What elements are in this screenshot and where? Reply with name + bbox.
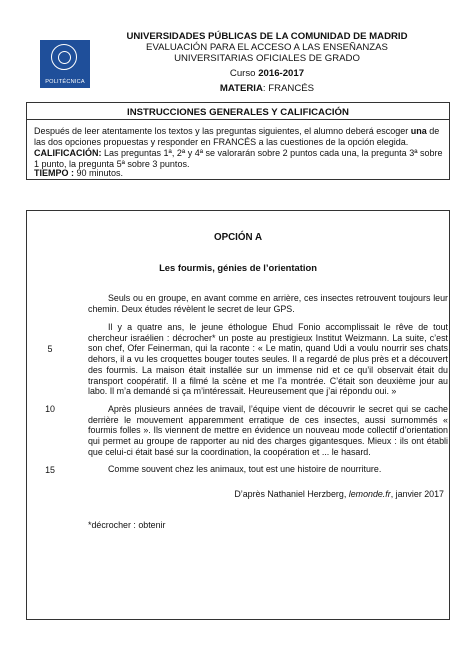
time-text: 90 minutos.	[74, 168, 124, 178]
grading-text: Las preguntas 1ª, 2ª y 4ª se valorarán sobre 2 puntos cada una, la pregunta 3ª sobre 1 punto, la pregunta 5ª sobre 3 puntos.	[34, 148, 443, 169]
subject-line	[100, 83, 434, 94]
header-line-2: EVALUACIÓN PARA EL ACCESO A LAS ENSEÑANZAS	[146, 42, 388, 53]
credit-author: D’après Nathaniel Herzberg,	[234, 489, 349, 499]
header-line-3: UNIVERSITARIAS OFICIALES DE GRADO	[174, 53, 360, 64]
time-label: TIEMPO :	[34, 168, 74, 178]
paragraph-1	[88, 293, 448, 314]
paragraph-text: Après plusieurs années de travail, l’équipe vient de découvrir le secret qui se cache derrière le mouvement apparemment erratique de ces insectes, aussi surnommés « fourmis folles ». Ils viennent de mettre en évidence un nouveau mode collectif d’orientation qui permet au groupe de rapporter au nid des charges gigantesques. Mieux : ils ont établi que celui-ci était basé sur la coordination, la coopération et ... le hasard.	[88, 404, 448, 457]
subject-value: : FRANCÉS	[262, 83, 315, 94]
logo-text: POLITÉCNICA	[45, 79, 85, 85]
instructions-intro	[34, 126, 444, 147]
course-label: Curso	[229, 68, 259, 79]
paragraph-text: Il y a quatre ans, le jeune éthologue Ehud Fonio accomplissait le rêve de tout chercheur israélien : décrocher* un poste au prestigieux Institut Weizmann. La suite, c’est son chef, Ofer Feinerman, qui la raconte : « Le matin, quand Udi a voulu nourrir ses chats dehors, il a vu les croquettes bouger toutes seules. Il a regardé de plus près et a découvert des fourmis. La maison était installée sur un immense nid et ce qu’il observait était du transport coopératif. Il a filmé la scène et me l’a montrée. C’était son deuxième jour au labo. Il m’a demandé si ça m’intéressait. Heureusement que j’ai répondu oui. »	[88, 322, 448, 397]
article-title: Les fourmis, génies de l’orientation	[159, 262, 317, 273]
university-logo	[40, 40, 90, 88]
line-number: 15	[45, 465, 55, 475]
seal-icon	[51, 44, 77, 70]
grading-label: CALIFICACIÓN:	[34, 148, 102, 158]
paragraph-2	[88, 322, 448, 397]
line-number: 5	[47, 344, 53, 354]
option-title: OPCIÓN A	[213, 232, 263, 243]
instructions-title: INSTRUCCIONES GENERALES Y CALIFICACIÓN	[127, 107, 349, 118]
course-line	[100, 68, 434, 79]
paragraph-text: Seuls ou en groupe, en avant comme en arrière, ces insectes retrouvent toujours leur chemin. Deux études révèlent le secret de leur GPS.	[88, 293, 448, 314]
credit-date: , janvier 2017	[390, 489, 444, 499]
paragraph-3	[88, 404, 448, 458]
instructions-grading	[34, 148, 444, 169]
source-credit	[234, 489, 444, 499]
subject-label: MATERIA	[219, 83, 263, 94]
line-number: 10	[45, 404, 55, 414]
paragraph-text: Comme souvent chez les animaux, tout est une histoire de nourriture.	[108, 464, 382, 474]
instructions-time	[34, 168, 444, 179]
intro-emphasis: una	[410, 126, 427, 136]
intro-text-end: de las dos opciones propuestas y responder en FRANCÉS a las cuestiones de la opción elegida.	[34, 126, 440, 147]
course-value: 2016-2017	[258, 68, 305, 79]
intro-text: Después de leer atentamente los textos y las preguntas siguientes, el alumno deberá escoger	[34, 126, 411, 136]
footnote: *décrocher : obtenir	[88, 520, 166, 530]
header-line-1: UNIVERSIDADES PÚBLICAS DE LA COMUNIDAD DE MADRID	[126, 31, 408, 42]
credit-source: lemonde.fr	[348, 489, 391, 499]
instructions-divider	[26, 119, 450, 120]
paragraph-4	[88, 464, 448, 475]
